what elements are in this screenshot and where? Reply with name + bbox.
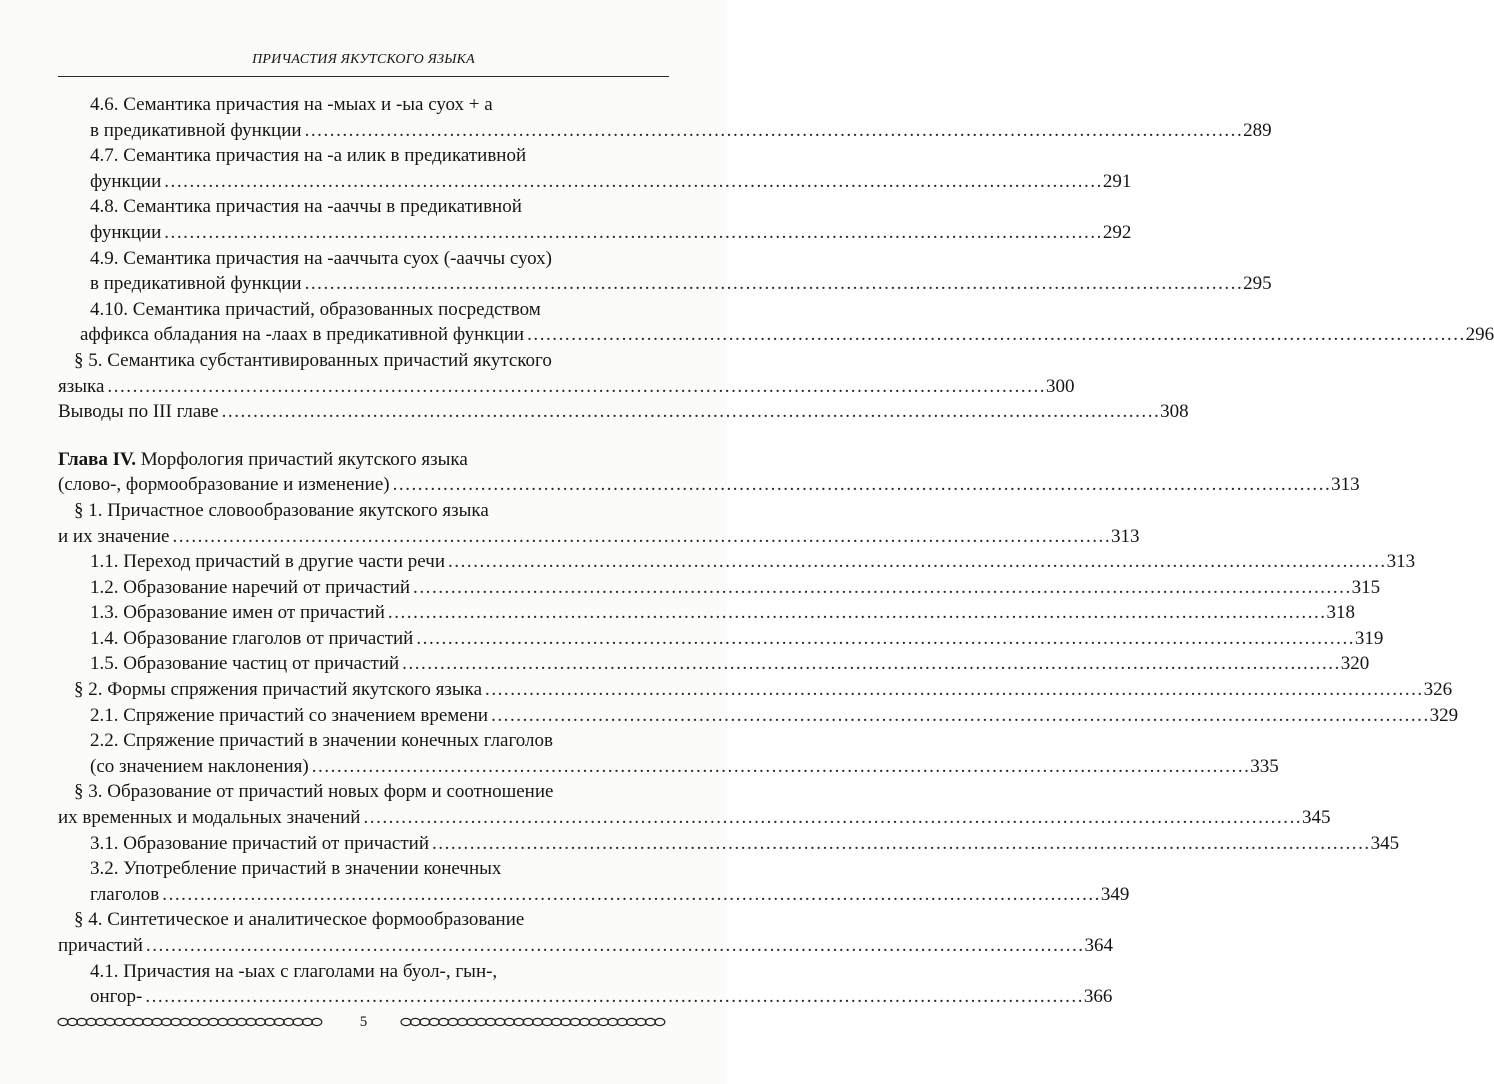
dot-leader (305, 271, 1241, 297)
toc-entry-title: и их значение (58, 525, 170, 547)
toc-entry (58, 447, 1360, 498)
toc-entry-title: § 2. Формы спряжения причастий якутского языка (74, 679, 483, 701)
toc-entry-line (58, 831, 1400, 857)
ornament-link (420, 1018, 430, 1025)
dot-leader (527, 322, 1463, 348)
ornament-link (486, 1018, 496, 1025)
ornament-link (429, 1018, 439, 1025)
toc-entry-line (58, 626, 1384, 652)
toc-entry-title: аффикса обладания на -лаах в предикативной функции (80, 324, 525, 346)
dot-leader (164, 220, 1100, 246)
dot-leader (432, 831, 1368, 857)
ornament-link (448, 1018, 458, 1025)
toc-entry-title: 4.6. Семантика причастия на -мыах и -ыа суох + а (90, 94, 493, 115)
dot-leader (393, 472, 1329, 498)
toc-entry-line (58, 498, 668, 524)
toc-entry-title: (слово-, формообразование и изменение) (58, 474, 390, 496)
toc-entry-title: 1.1. Переход причастий в другие части речи (90, 551, 445, 573)
dot-leader (164, 169, 1100, 195)
toc-entry (58, 831, 1400, 857)
toc-entry-line (58, 399, 1189, 425)
toc-page-number: 292 (1102, 221, 1132, 243)
toc-page-number: 291 (1102, 170, 1132, 192)
toc-entry-title: 4.7. Семантика причастия на -а илик в предикативной (90, 145, 527, 167)
toc-entry-title: 4.1. Причастия на -ыах с глаголами на буол-, гын-, (90, 960, 498, 982)
toc-entry (58, 626, 1384, 652)
running-header (58, 46, 669, 77)
toc-entry-text (80, 322, 524, 348)
toc-page-number: 320 (1340, 653, 1370, 675)
dot-leader (402, 651, 1338, 677)
toc-page-number: 319 (1354, 627, 1384, 649)
ornament-link (161, 1018, 171, 1025)
toc-entry-line (58, 169, 1132, 195)
toc-entry (58, 246, 1272, 297)
toc-entry (58, 856, 1130, 907)
toc-entry (58, 92, 1272, 143)
toc-entry-text (58, 374, 104, 400)
dot-leader (491, 703, 1427, 729)
toc-entry-text (58, 399, 219, 425)
ornament-link (457, 1018, 467, 1025)
dot-leader (305, 118, 1241, 144)
ornament-link (227, 1018, 237, 1025)
ornament-link (265, 1018, 275, 1025)
ornament-link (218, 1018, 228, 1025)
toc-entry (58, 907, 1113, 958)
toc-entry-line (58, 907, 668, 933)
ornament-link (86, 1018, 96, 1025)
toc-entry-line (58, 472, 1360, 498)
page-footer (58, 1012, 669, 1032)
ornament-link (645, 1018, 655, 1025)
toc-entry-text (90, 169, 161, 195)
dot-leader (162, 882, 1098, 908)
toc-entry-title: 4.8. Семантика причастия на -ааччы в предикативной (90, 196, 522, 218)
toc-entry-line (58, 984, 1113, 1010)
toc-entry-text (74, 348, 552, 374)
ornament-link (551, 1018, 561, 1025)
toc-entry-line (58, 805, 1331, 831)
chain-ornament-right (401, 1015, 669, 1029)
ornament-link (171, 1018, 181, 1025)
ornament-link (514, 1018, 524, 1025)
ornament-link (190, 1018, 200, 1025)
toc-entry-line (58, 677, 1453, 703)
toc-entry-text (58, 447, 468, 473)
toc-entry-line (58, 92, 668, 118)
toc-entry-title: § 3. Образование от причастий новых форм и соотношение (74, 781, 554, 803)
toc-entry-title: их временных и модальных значений (58, 807, 361, 829)
toc-entry-text (74, 498, 489, 524)
toc-entry-text (90, 575, 410, 601)
dot-leader (145, 984, 1081, 1010)
toc-entry-line (58, 374, 1075, 400)
toc-entry-title: 3.2. Употребление причастий в значении конечных (90, 858, 502, 880)
toc-entry-line (58, 118, 1272, 144)
ornament-link (533, 1018, 543, 1025)
ornament-link (561, 1018, 571, 1025)
toc-entry-line (58, 447, 668, 473)
toc-entry-title: функции (90, 221, 162, 243)
toc-entry (58, 600, 1355, 626)
toc-entry-title: функции (90, 170, 162, 192)
toc-entry-title: § 5. Семантика субстантивированных причастий якутского (74, 349, 552, 371)
ornament-link (476, 1018, 486, 1025)
ornament-link (246, 1018, 256, 1025)
dot-leader (363, 805, 1299, 831)
toc-entry-text (90, 626, 413, 652)
ornament-link (284, 1018, 294, 1025)
toc-page-number: 289 (1243, 119, 1272, 141)
toc-entry-title: 2.2. Спряжение причастий в значении конечных глаголов (90, 730, 554, 752)
toc-entry-text (90, 220, 161, 246)
dot-leader (485, 677, 1421, 703)
toc-entry-text (90, 651, 399, 677)
ornament-link (608, 1018, 618, 1025)
toc-entry-line (58, 779, 668, 805)
ornament-link (504, 1018, 514, 1025)
toc-entry-text (90, 143, 526, 169)
toc-entry-text (90, 118, 302, 144)
toc-entry-title: § 4. Синтетическое и аналитическое формообразование (74, 909, 525, 931)
toc-entry (58, 143, 1132, 194)
toc-page-number: 366 (1083, 986, 1113, 1008)
toc-entry-text (90, 246, 552, 272)
ornament-link (636, 1018, 646, 1025)
toc-entry-line (58, 933, 1113, 959)
toc-entry-text (58, 933, 143, 959)
ornament-link (439, 1018, 449, 1025)
toc-entry-text (58, 805, 360, 831)
toc-page-number: 364 (1084, 935, 1113, 956)
ornament-link (467, 1018, 477, 1025)
ornament-link (570, 1018, 580, 1025)
toc-entry-line (58, 754, 1279, 780)
toc-entry-line (58, 220, 1132, 246)
dot-leader (222, 399, 1158, 425)
toc-page-number: 315 (1351, 576, 1381, 598)
toc-entry (58, 651, 1370, 677)
toc-entry-text (58, 524, 169, 550)
toc-entry-line (58, 348, 668, 374)
toc-entry (58, 575, 1381, 601)
toc-entry-text (90, 984, 142, 1010)
ornament-link (302, 1018, 312, 1025)
dot-leader (413, 575, 1349, 601)
toc-entry-title: 1.3. Образование имен от причастий (90, 602, 385, 624)
toc-entry-title: 4.9. Семантика причастия на -ааччыта суох (-аaччы суох) (90, 247, 552, 269)
toc-entry-text (90, 882, 159, 908)
toc-entry-line (58, 549, 1416, 575)
toc-page-number: 345 (1370, 832, 1400, 854)
ornament-link (255, 1018, 265, 1025)
dot-leader (416, 626, 1352, 652)
page-number: 5 (359, 1013, 368, 1030)
toc-entry-text (90, 297, 541, 323)
toc-entry-line (58, 322, 1494, 348)
toc-entry-title: 4.10. Семантика причастий, образованных посредством (90, 298, 541, 320)
toc-entry-title: § 1. Причастное словообразование якутского языка (74, 499, 489, 521)
toc-entry-title: в предикативной функции (90, 119, 302, 141)
toc-entry-title: Выводы по III главе (58, 401, 219, 423)
dot-leader (312, 754, 1248, 780)
dot-leader (448, 549, 1384, 575)
toc-entry (58, 703, 1459, 729)
toc-entry-line (58, 728, 668, 754)
toc-entry-line (58, 600, 1355, 626)
ornament-link (627, 1018, 637, 1025)
ornament-link (67, 1018, 77, 1025)
toc-entry-line (58, 856, 668, 882)
toc-page-number: 326 (1423, 679, 1453, 701)
ornament-link (105, 1018, 115, 1025)
toc-page-number: 295 (1243, 273, 1272, 295)
toc-entry-text (90, 856, 501, 882)
toc-page-number: 296 (1465, 324, 1494, 346)
ornament-link (523, 1018, 533, 1025)
toc-page-number: 329 (1429, 704, 1459, 726)
toc-entry-text (90, 728, 553, 754)
toc-page-number: 349 (1100, 883, 1130, 905)
toc-entry-title: причастий (58, 935, 143, 956)
toc-entry-title: 1.4. Образование глаголов от причастий (90, 627, 414, 649)
toc-page-number: 335 (1250, 755, 1279, 777)
toc-entry-line (58, 143, 668, 169)
toc-entry-text (90, 92, 493, 118)
toc-entry-text (74, 907, 524, 933)
toc-entry (58, 779, 1331, 830)
toc-entry-line (58, 524, 1140, 550)
toc-entry-title: 2.1. Спряжение причастий со значением времени (90, 704, 489, 726)
toc-entry (58, 348, 1075, 399)
toc-entry-line (58, 703, 1459, 729)
dot-leader (172, 524, 1108, 550)
toc-entry-line (58, 271, 1272, 297)
chain-ornament-left (58, 1015, 326, 1029)
toc-entry-title: в предикативной функции (90, 273, 302, 295)
toc-entry-title: онгор- (90, 986, 143, 1008)
toc-entry-text (74, 779, 553, 805)
toc-entry-title: 1.5. Образование частиц от причастий (90, 653, 400, 675)
toc-entry-title: 3.1. Образование причастий от причастий (90, 832, 429, 854)
toc-entry (58, 959, 1113, 1010)
toc-entry-title: Морфология причастий якутского языка (136, 448, 468, 470)
toc-entry-text (90, 600, 385, 626)
toc-page-number: 313 (1331, 474, 1360, 496)
toc-entry-text (90, 959, 497, 985)
toc-entry-text (90, 271, 302, 297)
toc-entry-line (58, 651, 1370, 677)
toc-page-number: 308 (1160, 401, 1189, 423)
ornament-link (598, 1018, 608, 1025)
running-header-title: ПРИЧАСТИЯ ЯКУТСКОГО ЯЗЫКА (252, 52, 475, 67)
ornament-link (274, 1018, 284, 1025)
chapter-label: Глава IV. (58, 448, 137, 470)
ornament-link (124, 1018, 134, 1025)
ornament-link (199, 1018, 209, 1025)
toc-entry-line (58, 194, 668, 220)
ornament-link (77, 1018, 87, 1025)
ornament-link (152, 1018, 162, 1025)
toc-entry (58, 498, 1140, 549)
ornament-link (401, 1018, 411, 1025)
ornament-link (495, 1018, 505, 1025)
ornament-link (312, 1018, 322, 1025)
toc-entry-title: 1.2. Образование наречий от причастий (90, 576, 411, 598)
toc-page-number: 313 (1386, 551, 1416, 573)
toc-entry-text (90, 703, 488, 729)
ornament-link (180, 1018, 190, 1025)
ornament-link (143, 1018, 153, 1025)
ornament-link (655, 1018, 665, 1025)
ornament-link (114, 1018, 124, 1025)
dot-leader (107, 374, 1043, 400)
ornament-link (617, 1018, 627, 1025)
table-of-contents (58, 92, 1494, 1010)
ornament-link (96, 1018, 106, 1025)
toc-entry-text (58, 472, 390, 498)
toc-entry-text (90, 549, 445, 575)
toc-entry-title: глаголов (90, 883, 160, 905)
ornament-link (293, 1018, 303, 1025)
ornament-link (542, 1018, 552, 1025)
toc-entry (58, 677, 1453, 703)
ornament-link (237, 1018, 247, 1025)
toc-entry-text (90, 831, 429, 857)
toc-entry-line (58, 882, 1130, 908)
ornament-link (208, 1018, 218, 1025)
toc-entry-line (58, 297, 668, 323)
ornament-link (580, 1018, 590, 1025)
toc-page-number: 300 (1045, 375, 1075, 397)
toc-entry-text (74, 677, 482, 703)
toc-entry-line (58, 246, 668, 272)
ornament-link (410, 1018, 420, 1025)
toc-entry-title: языка (58, 375, 105, 397)
toc-entry (58, 728, 1279, 779)
toc-entry (58, 297, 1494, 348)
toc-entry (58, 194, 1132, 245)
ornament-link (133, 1018, 143, 1025)
toc-entry-line (58, 959, 668, 985)
toc-page-number: 318 (1326, 602, 1355, 624)
toc-entry (58, 549, 1416, 575)
toc-entry-text (90, 194, 522, 220)
toc-page-number: 345 (1302, 807, 1331, 829)
dot-leader (388, 600, 1324, 626)
toc-page-number: 313 (1111, 525, 1140, 547)
toc-entry-line (58, 575, 1381, 601)
toc-entry (58, 399, 1189, 425)
toc-entry-text (90, 754, 309, 780)
ornament-link (589, 1018, 599, 1025)
ornament-link (58, 1018, 68, 1025)
dot-leader (146, 933, 1082, 959)
toc-entry-title: (со значением наклонения) (90, 755, 309, 777)
